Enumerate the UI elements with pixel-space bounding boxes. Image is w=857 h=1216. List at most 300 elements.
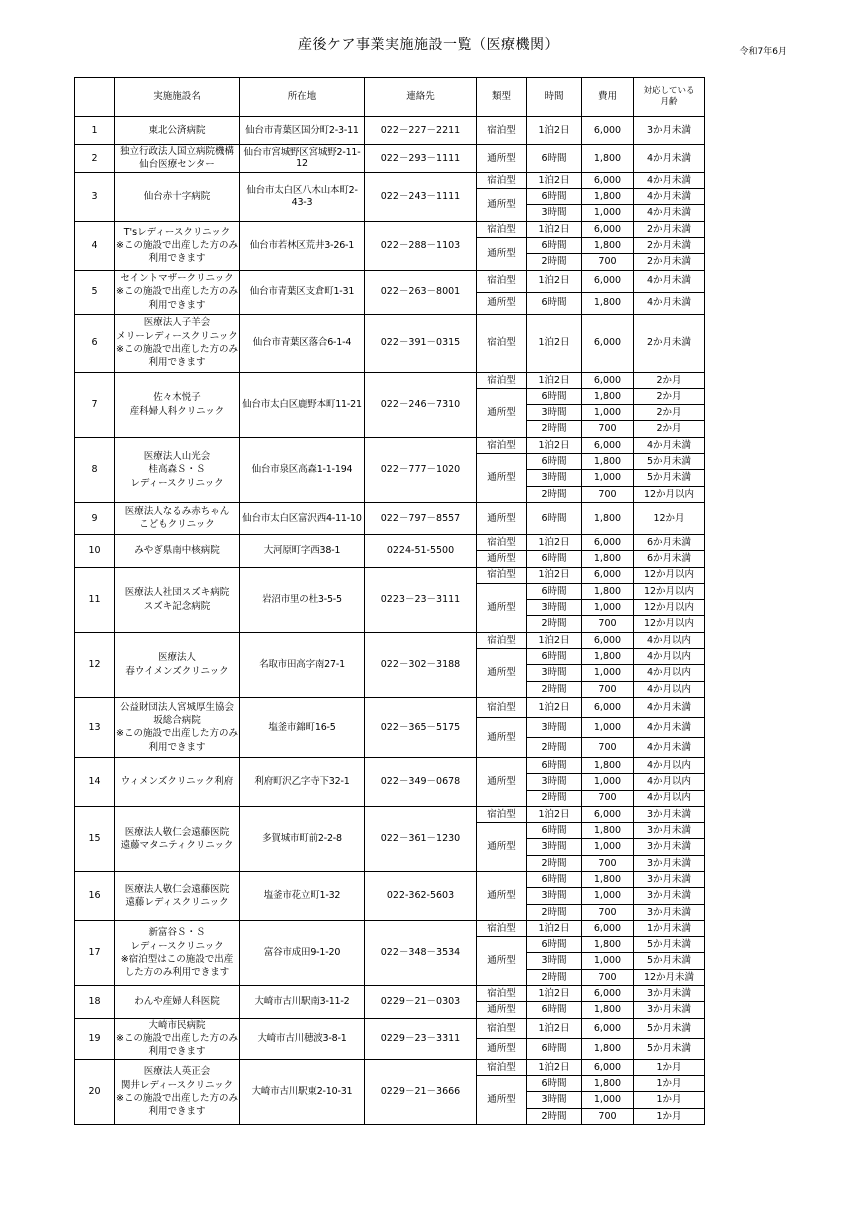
- service-fee: 1,000: [582, 405, 634, 421]
- service-age: 4か月未満: [634, 172, 705, 188]
- header-address: 所在地: [240, 78, 365, 117]
- table-row: [75, 372, 705, 388]
- service-time: 6時間: [527, 1002, 582, 1018]
- service-age: 3か月未満: [634, 888, 705, 904]
- facility-name: [115, 172, 240, 221]
- service-fee: 700: [582, 681, 634, 697]
- table-row: [75, 314, 705, 372]
- service-time: 2時間: [527, 790, 582, 806]
- table-row: [75, 502, 705, 534]
- service-type: 宿泊型: [477, 920, 527, 936]
- table-row: [75, 697, 705, 717]
- service-fee: 6,000: [582, 1018, 634, 1039]
- service-age: 5か月未満: [634, 1039, 705, 1060]
- facility-name: [115, 567, 240, 632]
- table-row: [75, 270, 705, 292]
- service-fee: 1,000: [582, 839, 634, 855]
- service-age: 4か月未満: [634, 145, 705, 173]
- service-fee: 700: [582, 904, 634, 920]
- facility-phone: 022－365－5175: [365, 697, 477, 757]
- facility-number: 14: [75, 757, 115, 806]
- facility-name-line: ※この施設で出産した方のみ: [116, 1092, 238, 1104]
- service-fee: 700: [582, 1108, 634, 1124]
- service-time: 2時間: [527, 421, 582, 437]
- service-age: 5か月未満: [634, 953, 705, 969]
- service-fee: 6,000: [582, 632, 634, 648]
- facility-name-line: 医療法人社団スズキ病院: [124, 587, 230, 599]
- facility-name: [115, 145, 240, 173]
- facility-name-line: 桂高森Ｓ・Ｓ: [148, 464, 206, 476]
- facility-name: [115, 1059, 240, 1124]
- service-fee: 700: [582, 421, 634, 437]
- facility-name-line: 東北公済病院: [148, 124, 206, 136]
- service-fee: 6,000: [582, 117, 634, 145]
- service-time: 1泊2日: [527, 270, 582, 292]
- facility-address: 仙台市太白区鹿野本町11-21: [240, 372, 365, 437]
- service-age: 4か月未満: [634, 697, 705, 717]
- table-row: [75, 1018, 705, 1039]
- service-time: 3時間: [527, 470, 582, 486]
- service-time: 6時間: [527, 871, 582, 887]
- facility-number: 7: [75, 372, 115, 437]
- service-type: 通所型: [477, 292, 527, 314]
- service-fee: 1,800: [582, 1039, 634, 1060]
- facility-name-line: ※この施設で出産した方のみ: [116, 344, 238, 356]
- service-type: 宿泊型: [477, 697, 527, 717]
- table-row: [75, 986, 705, 1002]
- facility-number: 5: [75, 270, 115, 314]
- service-time: 1泊2日: [527, 437, 582, 453]
- service-time: 3時間: [527, 839, 582, 855]
- service-time: 1泊2日: [527, 221, 582, 237]
- facility-phone: 0223－23－3111: [365, 567, 477, 632]
- facility-name-line: した方のみ利用できます: [124, 967, 230, 979]
- facility-phone: 022－777－1020: [365, 437, 477, 502]
- service-age: 1か月: [634, 1092, 705, 1108]
- service-age: 4か月未満: [634, 189, 705, 205]
- facility-number: 8: [75, 437, 115, 502]
- service-time: 3時間: [527, 1092, 582, 1108]
- service-time: 6時間: [527, 551, 582, 567]
- facility-number: 11: [75, 567, 115, 632]
- service-time: 3時間: [527, 717, 582, 737]
- facility-name-line: みやぎ県南中核病院: [134, 545, 220, 557]
- service-type: 宿泊型: [477, 172, 527, 188]
- facility-name-line: 利用できます: [148, 357, 206, 369]
- service-type: 宿泊型: [477, 567, 527, 583]
- service-type: 通所型: [477, 823, 527, 872]
- facility-name-line: スズキ記念病院: [143, 600, 211, 612]
- service-age: 3か月未満: [634, 1002, 705, 1018]
- service-type: 宿泊型: [477, 437, 527, 453]
- service-fee: 1,000: [582, 1092, 634, 1108]
- service-fee: 1,000: [582, 600, 634, 616]
- facility-name: [115, 697, 240, 757]
- service-fee: 1,800: [582, 551, 634, 567]
- facility-name-line: ウィメンズクリニック利府: [120, 776, 234, 788]
- facility-number: 4: [75, 221, 115, 270]
- facility-phone: 022－293－1111: [365, 145, 477, 173]
- service-time: 2時間: [527, 1108, 582, 1124]
- facility-name: [115, 757, 240, 806]
- facility-name: [115, 534, 240, 567]
- facility-name-line: 利用できます: [148, 741, 206, 753]
- service-fee: 1,000: [582, 205, 634, 221]
- service-time: 1泊2日: [527, 372, 582, 388]
- header-type: 類型: [477, 78, 527, 117]
- facility-name: [115, 117, 240, 145]
- service-age: 4か月以内: [634, 649, 705, 665]
- service-age: 3か月未満: [634, 117, 705, 145]
- facility-name-line: ※この施設で出産した方のみ: [116, 239, 238, 251]
- facility-phone: 0229－23－3311: [365, 1018, 477, 1059]
- service-time: 1泊2日: [527, 632, 582, 648]
- facility-name-line: レディースクリニック: [130, 477, 224, 489]
- service-age: 3か月未満: [634, 855, 705, 871]
- facility-name: [115, 986, 240, 1019]
- service-fee: 1,800: [582, 388, 634, 404]
- service-time: 6時間: [527, 1076, 582, 1092]
- service-fee: 1,000: [582, 888, 634, 904]
- service-age: 2か月: [634, 372, 705, 388]
- service-age: 4か月未満: [634, 717, 705, 737]
- service-fee: 6,000: [582, 314, 634, 372]
- header-age-line-2: 月齢: [660, 97, 678, 107]
- service-time: 6時間: [527, 388, 582, 404]
- header-no: [75, 78, 115, 117]
- service-fee: 700: [582, 737, 634, 757]
- facility-name-line: 公益財団法人宮城厚生協会: [119, 701, 234, 713]
- service-time: 6時間: [527, 583, 582, 599]
- service-age: 2か月: [634, 421, 705, 437]
- facility-name-line: 遠藤マタニティクリニック: [120, 839, 234, 851]
- service-fee: 1,000: [582, 953, 634, 969]
- document-date: 令和7年6月: [739, 47, 787, 57]
- facility-phone: 0229－21－3666: [365, 1059, 477, 1124]
- facility-name-line: 春ウイメンズクリニック: [125, 665, 229, 677]
- facility-number: 12: [75, 632, 115, 697]
- service-time: 1泊2日: [527, 806, 582, 822]
- service-age: 4か月未満: [634, 292, 705, 314]
- facility-name-line: ※宿泊型はこの施設で出産: [120, 953, 234, 965]
- table-row: [75, 567, 705, 583]
- service-time: 6時間: [527, 757, 582, 773]
- facility-address: 大崎市古川穂波3-8-1: [240, 1018, 365, 1059]
- service-type: 宿泊型: [477, 1018, 527, 1039]
- service-age: 5か月未満: [634, 1018, 705, 1039]
- service-time: 2時間: [527, 616, 582, 632]
- service-type: 通所型: [477, 145, 527, 173]
- service-age: 6か月未満: [634, 551, 705, 567]
- service-type: 通所型: [477, 1076, 527, 1125]
- facility-address: 仙台市青葉区国分町2-3-11: [240, 117, 365, 145]
- service-fee: 700: [582, 855, 634, 871]
- service-age: 12か月: [634, 502, 705, 534]
- service-fee: 1,800: [582, 1076, 634, 1092]
- facility-name-line: ※この施設で出産した方のみ: [116, 728, 238, 740]
- facility-name-line: 利用できます: [148, 253, 206, 265]
- service-time: 2時間: [527, 254, 582, 270]
- service-fee: 6,000: [582, 172, 634, 188]
- service-type: 通所型: [477, 1002, 527, 1018]
- service-fee: 1,800: [582, 454, 634, 470]
- service-time: 1泊2日: [527, 697, 582, 717]
- facility-phone: 022－349－0678: [365, 757, 477, 806]
- service-time: 6時間: [527, 649, 582, 665]
- service-time: 6時間: [527, 937, 582, 953]
- facility-number: 10: [75, 534, 115, 567]
- table-row: [75, 221, 705, 237]
- service-time: 1泊2日: [527, 920, 582, 936]
- service-fee: 6,000: [582, 1059, 634, 1075]
- service-fee: 1,800: [582, 757, 634, 773]
- facility-number: 20: [75, 1059, 115, 1124]
- table-row: [75, 632, 705, 648]
- service-age: 12か月以内: [634, 583, 705, 599]
- service-age: 2か月: [634, 405, 705, 421]
- facility-number: 6: [75, 314, 115, 372]
- service-time: 6時間: [527, 502, 582, 534]
- service-age: 1か月: [634, 1108, 705, 1124]
- facility-phone: 022－361－1230: [365, 806, 477, 871]
- service-fee: 1,800: [582, 189, 634, 205]
- facility-address: 塩釜市錦町16-5: [240, 697, 365, 757]
- service-time: 3時間: [527, 888, 582, 904]
- table-row: [75, 172, 705, 188]
- facility-phone: 022－243－1111: [365, 172, 477, 221]
- service-fee: 700: [582, 969, 634, 985]
- facility-name-line: 医療法人敬仁会遠藤医院: [124, 826, 230, 838]
- facility-phone: 022－263－8001: [365, 270, 477, 314]
- facility-address: 仙台市青葉区支倉町1-31: [240, 270, 365, 314]
- facility-name-line: 利用できます: [148, 1106, 206, 1118]
- service-time: 6時間: [527, 823, 582, 839]
- service-type: 宿泊型: [477, 632, 527, 648]
- header-row: [75, 78, 705, 117]
- facility-name-line: 仙台赤十字病院: [143, 191, 211, 203]
- facility-phone: 022－246－7310: [365, 372, 477, 437]
- facility-name: [115, 502, 240, 534]
- header-age: [634, 78, 705, 117]
- service-type: 宿泊型: [477, 534, 527, 550]
- service-age: 3か月未満: [634, 986, 705, 1002]
- service-fee: 6,000: [582, 920, 634, 936]
- facility-name: [115, 1018, 240, 1059]
- service-age: 4か月未満: [634, 737, 705, 757]
- facility-name-line: 独立行政法人国立病院機構: [119, 146, 234, 157]
- service-fee: 6,000: [582, 567, 634, 583]
- service-age: 4か月未満: [634, 437, 705, 453]
- facility-name-line: こどもクリニック: [139, 519, 215, 531]
- facility-phone: 022－348－3534: [365, 920, 477, 985]
- table-row: [75, 920, 705, 936]
- service-age: 12か月以内: [634, 567, 705, 583]
- facility-phone: 022－302－3188: [365, 632, 477, 697]
- service-fee: 1,800: [582, 583, 634, 599]
- facility-name: [115, 314, 240, 372]
- header-time: 時間: [527, 78, 582, 117]
- service-fee: 1,800: [582, 292, 634, 314]
- facility-name-line: 利用できます: [148, 1046, 206, 1058]
- service-age: 12か月未満: [634, 969, 705, 985]
- facility-number: 17: [75, 920, 115, 985]
- service-time: 1泊2日: [527, 1059, 582, 1075]
- service-fee: 700: [582, 790, 634, 806]
- facility-number: 9: [75, 502, 115, 534]
- service-type: 通所型: [477, 937, 527, 986]
- facility-phone: 022－797－8557: [365, 502, 477, 534]
- service-fee: 6,000: [582, 534, 634, 550]
- service-age: 2か月未満: [634, 237, 705, 253]
- facility-name-line: T'sレディースクリニック: [123, 226, 231, 238]
- service-age: 4か月以内: [634, 790, 705, 806]
- service-time: 3時間: [527, 774, 582, 790]
- facility-name-line: わんや産婦人科医院: [134, 996, 220, 1008]
- facility-name-line: ※この施設で出産した方のみ: [116, 286, 238, 298]
- header-contact: 連絡先: [365, 78, 477, 117]
- table-row: [75, 117, 705, 145]
- service-time: 3時間: [527, 953, 582, 969]
- facility-number: 1: [75, 117, 115, 145]
- service-type: 通所型: [477, 189, 527, 222]
- service-age: 2か月: [634, 388, 705, 404]
- service-age: 1か月: [634, 1059, 705, 1075]
- service-type: 宿泊型: [477, 117, 527, 145]
- facility-name: [115, 270, 240, 314]
- facility-address: 岩沼市里の杜3-5-5: [240, 567, 365, 632]
- facility-phone: 022－391－0315: [365, 314, 477, 372]
- service-type: 通所型: [477, 237, 527, 270]
- facility-name-line: セイントマザークリニック: [120, 272, 234, 284]
- facility-table: [74, 77, 705, 1125]
- service-age: 12か月以内: [634, 616, 705, 632]
- facility-name-line: 大崎市民病院: [148, 1019, 206, 1031]
- header-name: 実施施設名: [115, 78, 240, 117]
- service-type: 宿泊型: [477, 986, 527, 1002]
- facility-name: [115, 372, 240, 437]
- facility-name-line: 佐々木悦子: [153, 392, 201, 404]
- page-title: 産後ケア事業実施施設一覧（医療機関）: [298, 37, 559, 53]
- service-fee: 6,000: [582, 270, 634, 292]
- service-time: 1泊2日: [527, 314, 582, 372]
- service-age: 3か月未満: [634, 806, 705, 822]
- facility-table-body: [75, 117, 705, 1125]
- service-type: 宿泊型: [477, 1059, 527, 1075]
- service-time: 2時間: [527, 855, 582, 871]
- service-type: 通所型: [477, 551, 527, 567]
- table-row: [75, 871, 705, 887]
- table-row: [75, 1059, 705, 1075]
- facility-name: [115, 632, 240, 697]
- facility-name-line: 坂総合病院: [153, 715, 201, 727]
- service-time: 3時間: [527, 600, 582, 616]
- facility-address: 多賀城市町前2-2-8: [240, 806, 365, 871]
- service-type: 通所型: [477, 717, 527, 757]
- service-time: 6時間: [527, 189, 582, 205]
- service-age: 1か月未満: [634, 920, 705, 936]
- service-age: 4か月以内: [634, 665, 705, 681]
- service-age: 3か月未満: [634, 839, 705, 855]
- facility-name-line: ※この施設で出産した方のみ: [116, 1033, 238, 1045]
- service-age: 4か月以内: [634, 757, 705, 773]
- service-age: 12か月以内: [634, 486, 705, 502]
- facility-address: 仙台市太白区八木山本町2-43-3: [240, 172, 365, 221]
- service-type: 通所型: [477, 454, 527, 503]
- service-time: 1泊2日: [527, 986, 582, 1002]
- facility-phone: 022－288－1103: [365, 221, 477, 270]
- service-age: 5か月未満: [634, 937, 705, 953]
- service-type: 宿泊型: [477, 372, 527, 388]
- service-time: 1泊2日: [527, 567, 582, 583]
- service-time: 6時間: [527, 145, 582, 173]
- service-time: 2時間: [527, 681, 582, 697]
- service-age: 2か月未満: [634, 314, 705, 372]
- service-age: 2か月未満: [634, 254, 705, 270]
- table-row: [75, 806, 705, 822]
- facility-number: 13: [75, 697, 115, 757]
- facility-address: 利府町沢乙字寺下32-1: [240, 757, 365, 806]
- service-age: 2か月未満: [634, 221, 705, 237]
- service-fee: 1,000: [582, 717, 634, 737]
- service-fee: 1,000: [582, 774, 634, 790]
- service-fee: 6,000: [582, 372, 634, 388]
- service-fee: 700: [582, 254, 634, 270]
- service-age: 3か月未満: [634, 904, 705, 920]
- service-time: 2時間: [527, 486, 582, 502]
- facility-name-line: 医療法人山光会: [143, 450, 211, 462]
- facility-address: 大崎市古川駅南3-11-2: [240, 986, 365, 1019]
- facility-name-line: 医療法人: [157, 652, 196, 664]
- facility-number: 3: [75, 172, 115, 221]
- service-fee: 1,800: [582, 1002, 634, 1018]
- facility-address: 仙台市泉区高森1-1-194: [240, 437, 365, 502]
- header-fee: 費用: [582, 78, 634, 117]
- service-fee: 1,800: [582, 145, 634, 173]
- service-age: 6か月未満: [634, 534, 705, 550]
- facility-name-line: 医療法人子羊会: [143, 317, 211, 329]
- service-time: 3時間: [527, 405, 582, 421]
- service-time: 2時間: [527, 904, 582, 920]
- service-age: 12か月以内: [634, 600, 705, 616]
- service-fee: 1,800: [582, 502, 634, 534]
- service-fee: 1,800: [582, 937, 634, 953]
- service-type: 宿泊型: [477, 314, 527, 372]
- facility-address: 塩釜市花立町1-32: [240, 871, 365, 920]
- service-age: 3か月未満: [634, 871, 705, 887]
- service-time: 1泊2日: [527, 117, 582, 145]
- service-age: 4か月以内: [634, 681, 705, 697]
- service-fee: 1,000: [582, 665, 634, 681]
- facility-phone: 0229－21－0303: [365, 986, 477, 1019]
- service-fee: 6,000: [582, 986, 634, 1002]
- service-type: 通所型: [477, 502, 527, 534]
- service-fee: 6,000: [582, 221, 634, 237]
- facility-phone: 022－227－2211: [365, 117, 477, 145]
- facility-name-line: 医療法人敬仁会遠藤医院: [124, 883, 230, 895]
- service-time: 3時間: [527, 205, 582, 221]
- service-fee: 1,800: [582, 823, 634, 839]
- facility-number: 2: [75, 145, 115, 173]
- facility-name: [115, 437, 240, 502]
- facility-address: 大崎市古川駅東2-10-31: [240, 1059, 365, 1124]
- service-fee: 1,800: [582, 649, 634, 665]
- facility-name-line: レディースクリニック: [130, 940, 224, 952]
- facility-phone: 022-362-5603: [365, 871, 477, 920]
- service-age: 4か月以内: [634, 632, 705, 648]
- service-type: 宿泊型: [477, 270, 527, 292]
- facility-name-line: 産科婦人科クリニック: [129, 405, 225, 417]
- facility-address: 仙台市青葉区落合6-1-4: [240, 314, 365, 372]
